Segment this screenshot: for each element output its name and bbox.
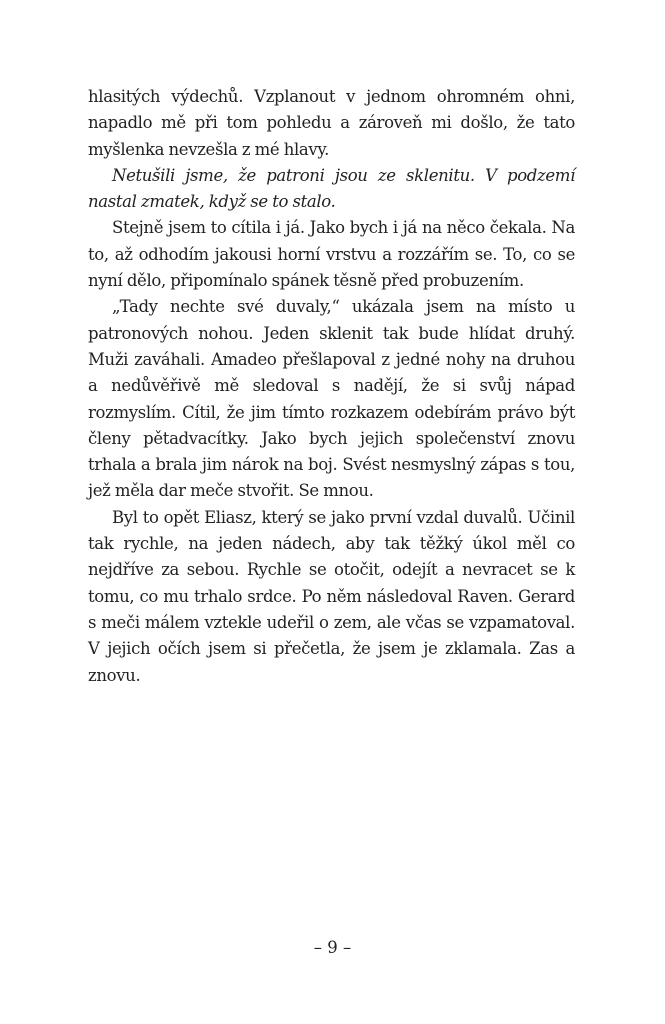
page-body bbox=[88, 84, 575, 689]
page-number: – 9 – bbox=[313, 938, 352, 957]
paragraph-italic-thought: Netušili jsme, že patroni jsou ze sklenitu. V podzemí nastal zmatek, když se to stalo. bbox=[88, 165, 575, 212]
paragraph: Stejně jsem to cítila i já. Jako bych i já na něco čekala. Na to, až odhodím jakousi horní vrstvu a rozzářím se. To, co se nyní dělo, připomínalo spánek těsně před probuzením. bbox=[88, 218, 575, 291]
paragraph-continued: hlasitých výdechů. Vzplanout v jednom ohromném ohni, napadlo mě při tom pohledu a zároveň mi došlo, že tato myšlenka nevzešla z mé hlavy. bbox=[88, 87, 575, 159]
paragraph: „Tady nechte své duvaly,“ ukázala jsem na místo u patronových nohou. Jeden sklenit tak bude hlídat druhý. Muži zaváhali. Amadeo přešlapoval z jedné nohy na druhou a nedůvěřivě mě sledoval s nadějí, že si svůj nápad rozmyslím. Cítil, že jim tímto rozkazem odebírám právo být členy pětadvacítky. Jako bych jejich společenství znovu trhala a brala jim nárok na boj. Svést nesmyslný zápas s tou, jež měla dar meče stvořit. Se mnou. bbox=[88, 297, 575, 501]
paragraph: Byl to opět Eliasz, který se jako první vzdal duvalů. Učinil tak rychle, na jeden nádech, aby tak těžký úkol měl co nejdříve za sebou. Rychle se otočit, odejít a nevracet se k tomu, co mu trhalo srdce. Po něm následoval Raven. Gerard s meči málem vztekle udeřil o zem, ale včas se vzpamatoval. V jejich očích jsem si přečetla, že jsem je zklamala. Zas a znovu. bbox=[88, 507, 575, 685]
